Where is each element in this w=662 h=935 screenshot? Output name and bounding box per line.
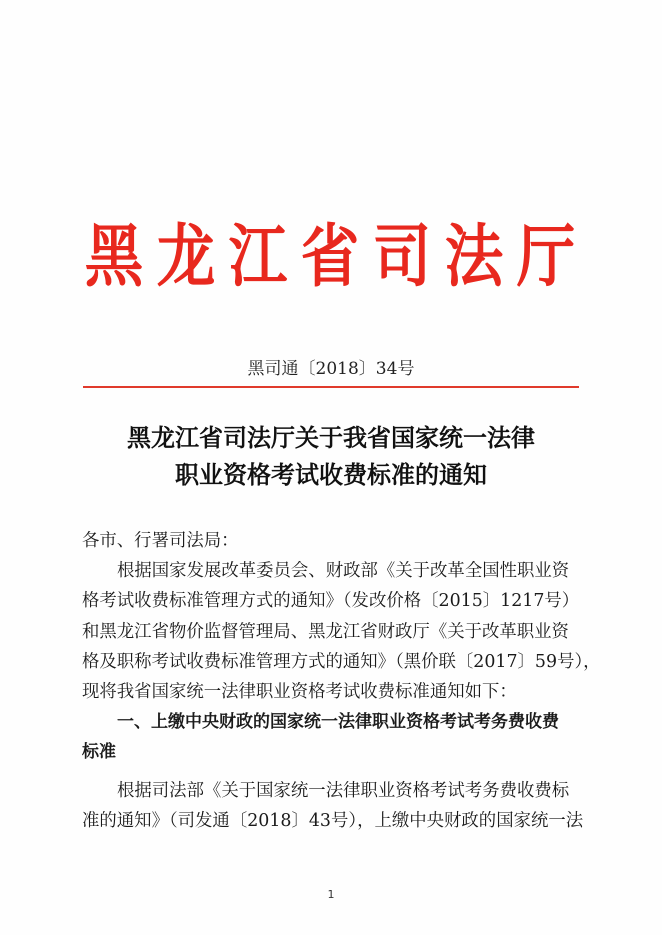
letterhead-char: 黑 bbox=[84, 217, 144, 297]
document-body bbox=[82, 526, 601, 836]
title-line: 黑龙江省司法厅关于我省国家统一法律 bbox=[127, 424, 535, 452]
document-title bbox=[0, 420, 662, 494]
letterhead-char: 省 bbox=[300, 217, 360, 297]
page-number: 1 bbox=[327, 888, 335, 901]
document-number: 黑司通〔2018〕34号 bbox=[247, 359, 415, 379]
red-divider bbox=[83, 386, 579, 388]
letterhead-char: 司 bbox=[372, 217, 432, 297]
paragraph-line: 现将我省国家统一法律职业资格考试收费标准通知如下： bbox=[82, 681, 517, 702]
section-heading: 一、上缴中央财政的国家统一法律职业资格考试考务费收费 bbox=[117, 712, 559, 733]
letterhead-char: 厅 bbox=[516, 217, 576, 297]
paragraph-line: 根据国家发展改革委员会、财政部《关于改革全国性职业资 bbox=[117, 561, 570, 582]
paragraph-line: 和黑龙江省物价监督管理局、黑龙江省财政厅《关于改革职业资 bbox=[82, 621, 569, 642]
paragraph-line: 格考试收费标准管理方式的通知》（发改价格〔2015〕1217号） bbox=[82, 591, 580, 612]
salutation: 各市、行署司法局： bbox=[82, 531, 239, 551]
letterhead-title bbox=[80, 212, 580, 302]
letterhead-char: 江 bbox=[228, 217, 288, 297]
paragraph-line: 格及职称考试收费标准管理方式的通知》（黑价联〔2017〕59号）， bbox=[82, 651, 601, 672]
paragraph-line: 根据司法部《关于国家统一法律职业资格考试考务费收费标 bbox=[117, 780, 570, 801]
letterhead-char: 龙 bbox=[156, 217, 216, 297]
title-line: 职业资格考试收费标准的通知 bbox=[175, 461, 487, 489]
paragraph-line: 准的通知》（司发通〔2018〕43号），上缴中央财政的国家统一法 bbox=[82, 810, 584, 831]
section-heading: 标准 bbox=[82, 742, 116, 763]
letterhead-char: 法 bbox=[444, 217, 504, 297]
